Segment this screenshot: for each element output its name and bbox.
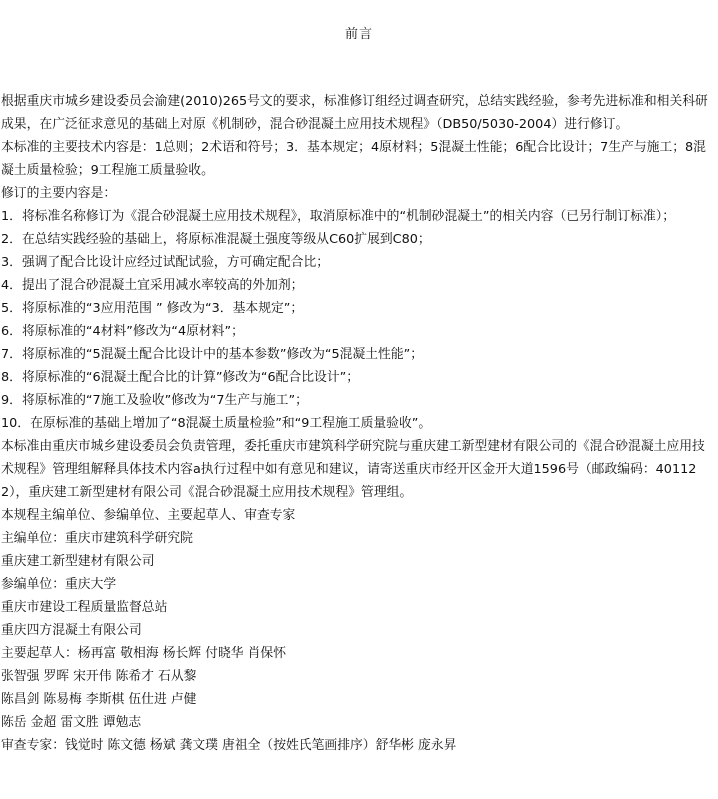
paragraph-main-technical-content: 本标准的主要技术内容是：1总则；2术语和符号；3．基本规定；4原材料；5混凝土性能；6配合比设计；7生产与施工；8混凝土质量检验；9工程施工质量验收。 <box>1 140 706 178</box>
paragraph-revision-basis: 根据重庆市城乡建设委员会渝建(2010)265号文的要求，标准修订组经过调查研究，总结实践经验，参考先进标准和相关科研成果，在广泛征求意见的基础上对原《机制砂，混合砂混凝土应用技术规程》（DB50/5030-2004）进行修订。 <box>1 94 708 132</box>
list-item-revision-8: 8．将原标准的“6混凝土配合比的计算”修改为“6配合比设计”； <box>1 370 360 385</box>
list-item-revision-2: 2．在总结实践经验的基础上，将原标准混凝土强度等级从C60扩展到C80； <box>1 232 431 247</box>
paragraph-chief-editor-unit: 主编单位：重庆市建筑科学研究院 <box>1 531 193 546</box>
document-title: 前言 <box>344 27 373 42</box>
paragraph-participating-unit: 参编单位：重庆大学 <box>1 577 117 592</box>
list-item-revision-1: 1．将标准名称修订为《混合砂混凝土应用技术规程》，取消原标准中的“机制砂混凝土”的相关内容（已另行制订标准）； <box>1 209 676 224</box>
list-item-revision-3: 3．强调了配合比设计应经过试配试验，方可确定配合比； <box>1 255 330 270</box>
paragraph-drafters-4: 陈岳 金超 雷文胜 谭勉志 <box>1 715 142 730</box>
paragraph-drafters-3: 陈昌剑 陈易梅 李斯棋 伍仕进 卢健 <box>1 692 197 707</box>
paragraph-chief-editor-unit-2: 重庆建工新型建材有限公司 <box>1 554 155 569</box>
list-item-revision-6: 6．将原标准的“4材料”修改为“4原材料”； <box>1 324 244 339</box>
document-body <box>1 90 713 757</box>
paragraph-review-experts: 审查专家：钱觉时 陈文德 杨斌 龚文璞 唐祖全（按姓氏笔画排序）舒华彬 庞永昇 <box>1 738 457 753</box>
paragraph-drafters: 主要起草人：杨再富 敬相海 杨长辉 付晓华 肖保怀 <box>1 646 287 661</box>
paragraph-revision-heading: 修订的主要内容是： <box>1 186 117 201</box>
list-item-revision-5: 5．将原标准的“3应用范围 ” 修改为“3．基本规定”； <box>1 301 304 316</box>
list-item-revision-4: 4．提出了混合砂混凝土宜采用减水率较高的外加剂； <box>1 278 304 293</box>
paragraph-contributors-heading: 本规程主编单位、参编单位、主要起草人、审查专家 <box>1 508 296 523</box>
paragraph-participating-unit-3: 重庆四方混凝土有限公司 <box>1 623 142 638</box>
list-item-revision-7: 7．将原标准的“5混凝土配合比设计中的基本参数”修改为“5混凝土性能”； <box>1 347 424 362</box>
paragraph-management: 本标准由重庆市城乡建设委员会负责管理，委托重庆市建筑科学研究院与重庆建工新型建材有限公司的《混合砂混凝土应用技术规程》管理组解释具体技术内容a执行过程中如有意见和建议，请寄送重庆市经开区金开大道1596号（邮政编码：401122），重庆建工新型建材有限公司《混合砂混凝土应用技术规程》管理组。 <box>1 439 705 500</box>
list-item-revision-9: 9．将原标准的“7施工及验收”修改为“7生产与施工”； <box>1 393 308 408</box>
list-item-revision-10: 10．在原标准的基础上增加了“8混凝土质量检验”和“9工程施工质量验收”。 <box>1 416 432 431</box>
paragraph-participating-unit-2: 重庆市建设工程质量监督总站 <box>1 600 168 615</box>
paragraph-drafters-2: 张智强 罗晖 宋开伟 陈希才 石从黎 <box>1 669 197 684</box>
